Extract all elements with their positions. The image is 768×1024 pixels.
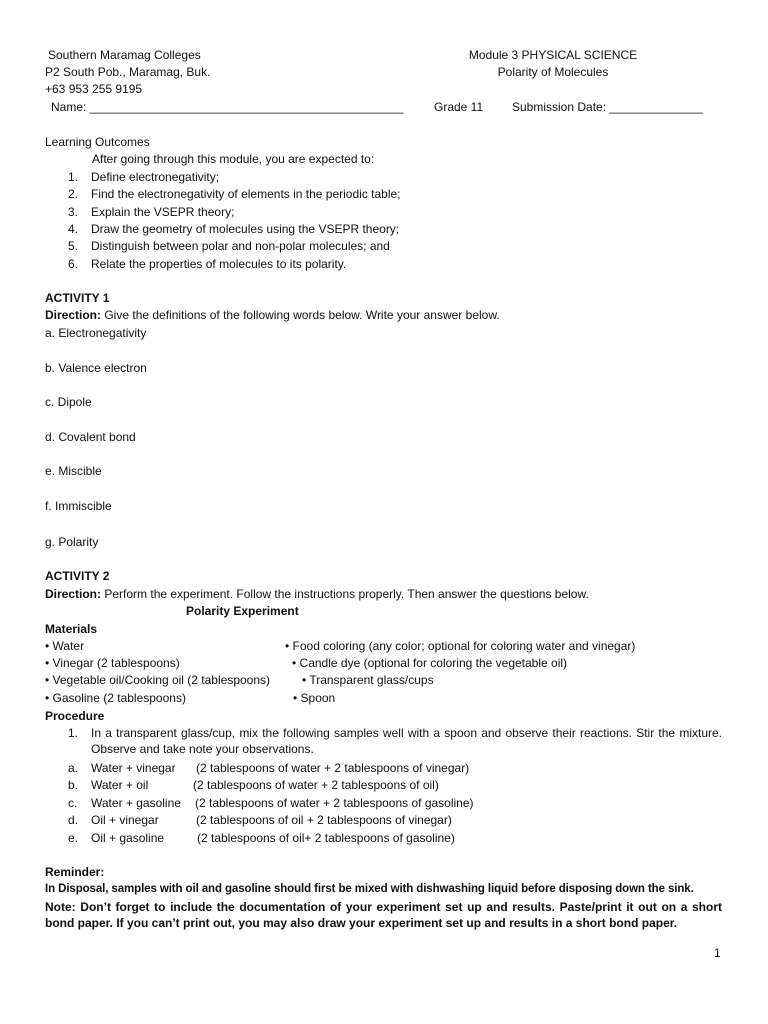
activity1-heading: ACTIVITY 1 (45, 291, 110, 305)
outcome-text: Explain the VSEPR theory; (91, 205, 235, 219)
activity2-direction (45, 586, 589, 602)
activity2-heading: ACTIVITY 2 (45, 569, 110, 583)
outcome-text: Define electronegativity; (91, 170, 220, 184)
material-item: • Candle dye (optional for coloring the vegetable oil) (292, 656, 568, 670)
term-item: f. Immiscible (45, 499, 112, 513)
outcome-text: Distinguish between polar and non-polar molecules; and (91, 239, 390, 253)
mixture-letter: d. (68, 813, 79, 827)
mixture-letter: c. (68, 796, 78, 810)
mixture-name: Oil + gasoline (91, 831, 165, 845)
term-item: e. Miscible (45, 464, 102, 478)
outcome-num: 1. (68, 170, 79, 184)
material-item: • Water (45, 639, 85, 653)
school-name: Southern Maramag Colleges (48, 48, 201, 62)
term-item: d. Covalent bond (45, 430, 136, 444)
module-topic: Polarity of Molecules (497, 65, 609, 79)
grade-label: Grade 11 (434, 100, 484, 114)
outcome-num: 4. (68, 222, 79, 236)
material-item: • Transparent glass/cups (302, 673, 434, 687)
reminder-heading: Reminder: (45, 865, 105, 879)
page-number: 1 (714, 946, 721, 960)
name-field: Name: _______________________________________________ (51, 100, 404, 114)
procedure-num: 1. (68, 726, 79, 740)
direction-label: Direction: (45, 587, 102, 601)
experiment-title: Polarity Experiment (186, 604, 299, 618)
material-item: • Vegetable oil/Cooking oil (2 tablespoons) (45, 673, 271, 687)
outcome-num: 6. (68, 257, 79, 271)
term-item: g. Polarity (45, 535, 99, 549)
mixture-name: Water + gasoline (91, 796, 181, 810)
term-item: c. Dipole (45, 395, 92, 409)
learning-outcomes-heading: Learning Outcomes (45, 135, 150, 149)
note-text (45, 899, 722, 931)
direction-text: Perform the experiment. Follow the instructions properly. Then answer the questions below. (101, 587, 589, 601)
note-label: Note: (45, 900, 76, 914)
material-item: • Food coloring (any color; optional for coloring water and vinegar) (285, 639, 636, 653)
material-item: • Spoon (293, 691, 336, 705)
materials-heading: Materials (45, 622, 98, 636)
material-item: • Gasoline (2 tablespoons) (45, 691, 186, 705)
learning-outcomes-intro: After going through this module, you are expected to: (92, 152, 375, 166)
mixture-name: Water + oil (91, 778, 149, 792)
term-item: a. Electronegativity (45, 326, 147, 340)
activity1-direction (45, 307, 500, 323)
mixture-detail: (2 tablespoons of oil + 2 tablespoons of vinegar) (196, 813, 452, 827)
mixture-detail: (2 tablespoons of oil+ 2 tablespoons of gasoline) (197, 831, 455, 845)
mixture-name: Oil + vinegar (91, 813, 159, 827)
mixture-detail: (2 tablespoons of water + 2 tablespoons of vinegar) (196, 761, 470, 775)
mixture-letter: a. (68, 761, 79, 775)
direction-text: Give the definitions of the following words below. Write your answer below. (101, 308, 500, 322)
outcome-text: Draw the geometry of molecules using the VSEPR theory; (91, 222, 400, 236)
mixture-name: Water + vinegar (91, 761, 176, 775)
module-title: Module 3 PHYSICAL SCIENCE (468, 48, 638, 62)
outcome-text: Relate the properties of molecules to its polarity. (91, 257, 347, 271)
material-item: • Vinegar (2 tablespoons) (45, 656, 180, 670)
submission-date-field: Submission Date: ______________ (512, 100, 703, 114)
mixture-letter: b. (68, 778, 79, 792)
outcome-num: 5. (68, 239, 79, 253)
outcome-num: 2. (68, 187, 79, 201)
outcome-num: 3. (68, 205, 79, 219)
procedure-heading: Procedure (45, 709, 105, 723)
outcome-text: Find the electronegativity of elements in the periodic table; (91, 187, 401, 201)
mixture-detail: (2 tablespoons of water + 2 tablespoons of oil) (193, 778, 439, 792)
direction-label: Direction: (45, 308, 102, 322)
term-item: b. Valence electron (45, 361, 147, 375)
note-body: Don’t forget to include the documentation of your experiment set up and results. Paste/print it out on a short bond paper. If you can’t print out, you may also draw your experiment set up and results in a short bond paper. (45, 900, 722, 930)
disposal-text: In Disposal, samples with oil and gasoline should first be mixed with dishwashing liquid before disposing down the sink. (45, 883, 694, 895)
school-phone: +63 953 255 9195 (45, 82, 143, 96)
school-address: P2 South Pob., Maramag, Buk. (45, 65, 211, 79)
mixture-letter: e. (68, 831, 79, 845)
mixture-detail: (2 tablespoons of water + 2 tablespoons of gasoline) (195, 796, 474, 810)
procedure-text: In a transparent glass/cup, mix the following samples well with a spoon and observe their reactions. Stir the mixture. Observe and take note your observations. (91, 726, 722, 756)
